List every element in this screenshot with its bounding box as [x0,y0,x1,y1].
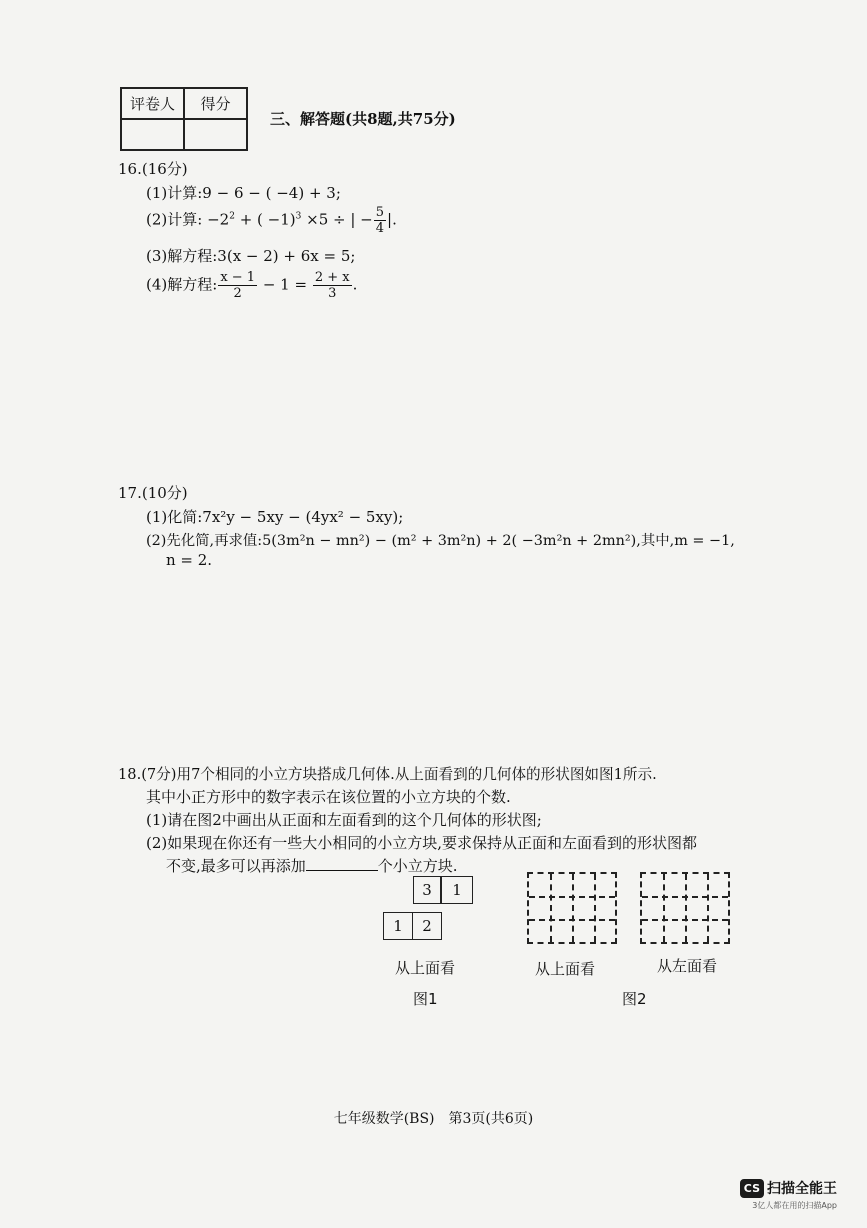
q18-part2: (2)如果现在你还有一些大小相同的小立方块,要求保持从正面和左面看到的形状图都 [146,834,698,852]
q18-part2-suffix: 个小立方块. [377,857,458,875]
section-title: 三、解答题(共8题,共75分) [270,110,456,128]
cube-cell: 1 [383,912,413,940]
grid-line [642,896,728,898]
fraction-denominator: 4 [375,221,385,236]
grid-line [550,874,552,942]
figure1-caption: 从上面看 [395,959,456,977]
watermark-tagline: 3亿人都在用的扫描App [752,1201,837,1210]
q17-part2-continued: n = 2. [166,551,213,569]
answer-blank[interactable] [306,856,378,871]
fraction-denominator: 3 [328,286,337,301]
q17-part2: (2)先化简,再求值:5(3m²n − mn²) − (m² + 3m²n) + 2( −3m²n + 2mn²),其中,m = −1, [146,533,735,549]
q16-part4-prefix: (4)解方程: [146,275,218,294]
q17-header: 17.(10分) [118,484,188,502]
q16-part1: (1)计算:9 − 6 − ( −4) + 3; [146,184,341,202]
q16-header: 16.(16分) [118,160,188,178]
dashed-grid-front[interactable] [527,872,617,944]
q16-part3: (3)解方程:3(x − 2) + 6x = 5; [146,247,356,265]
q18-part1: (1)请在图2中画出从正面和左面看到的这个几何体的形状图; [146,811,542,829]
page-footer: 七年级数学(BS) 第3页(共6页) [333,1111,534,1127]
fraction-numerator: x − 1 [220,270,256,285]
cs-logo-icon: CS [740,1179,764,1198]
q16-part2-mid: + ( −1) [234,210,296,229]
grid-line [642,919,728,921]
grader-header: 评卷人 [121,88,184,119]
q18-part2-continued [166,855,458,876]
cube-cell: 1 [441,876,473,904]
grid-line [529,919,615,921]
figure2-label: 图2 [622,990,647,1008]
grid-line [663,874,665,942]
score-cell [184,119,247,150]
q16-part4-suffix: . [352,275,358,294]
cube-cell: 2 [412,912,442,940]
q16-part2-exp2: 3 [295,211,302,222]
q16-part4-fraction2 [313,270,352,301]
scanner-watermark [740,1178,837,1211]
figure2-caption-left: 从上面看 [535,960,596,978]
fraction-numerator: 2 + x [314,270,350,285]
q16-part2-mid2: ×5 ÷ | − [301,210,373,229]
watermark-name: 扫描全能王 [767,1181,837,1197]
q16-part4-fraction1 [218,270,257,301]
q16-part2-fraction [374,205,386,236]
q16-part2-exp1: 2 [229,211,235,222]
q16-part2 [146,205,397,236]
grid-line [685,874,687,942]
cube-cell: 3 [413,876,441,904]
q16-part4 [146,270,357,301]
q16-part2-prefix: (2)计算: −2 [146,210,230,229]
grid-line [529,896,615,898]
figure1-label: 图1 [413,990,438,1008]
fraction-denominator: 2 [233,286,242,301]
dashed-grid-left[interactable] [640,872,730,944]
grader-table [120,87,248,151]
q16-part2-suffix: |. [387,210,397,229]
grid-line [707,874,709,942]
q18-line1: 18.(7分)用7个相同的小立方块搭成几何体.从上面看到的几何体的形状图如图1所示. [118,766,657,783]
grid-line [594,874,596,942]
figure2-caption-right: 从左面看 [657,957,718,975]
fraction-numerator: 5 [375,205,385,220]
q17-part1: (1)化简:7x²y − 5xy − (4yx² − 5xy); [146,508,404,526]
grid-line [572,874,574,942]
q16-part4-mid: − 1 = [258,275,312,294]
q18-part2-prefix: 不变,最多可以再添加 [166,857,306,875]
q18-line2: 其中小正方形中的数字表示在该位置的小立方块的个数. [146,788,511,806]
score-header: 得分 [184,88,247,119]
grader-cell [121,119,184,150]
